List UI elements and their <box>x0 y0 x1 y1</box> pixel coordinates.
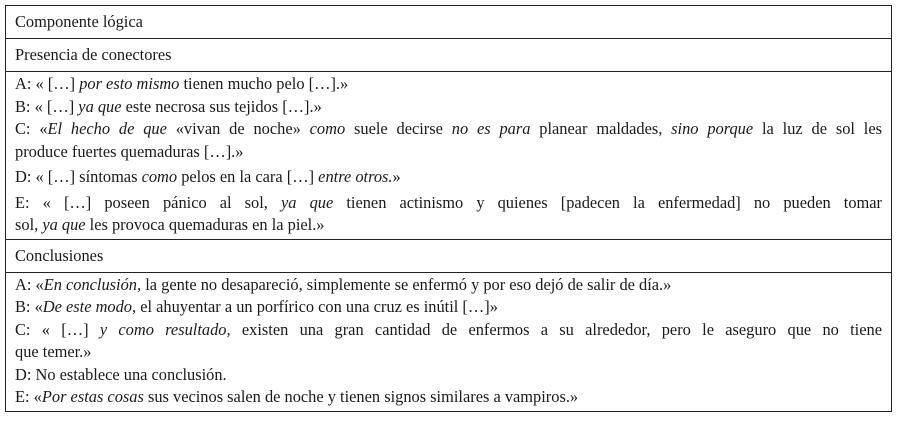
connector-phrase: El hecho de que <box>47 119 167 138</box>
connector-phrase: como <box>141 167 178 186</box>
conclusion-item-a <box>15 274 882 297</box>
connector-phrase: no es para <box>451 119 531 138</box>
connector-phrase: ya que <box>42 215 86 234</box>
text-run: A: « <box>15 274 44 294</box>
conclusion-phrase: Por estas cosas <box>41 387 144 406</box>
text-run: suele decirse <box>345 119 452 138</box>
text-run: B: « […] <box>15 96 79 116</box>
connector-phrase: sino porque <box>671 119 754 138</box>
conclusion-phrase: De este modo, <box>42 297 137 316</box>
text-run: el ahuyentar a un porfírico con una cruz es inútil […]» <box>136 297 498 316</box>
connector-item-e <box>15 192 882 215</box>
connector-phrase: como <box>309 119 346 138</box>
conclusion-item-c-continuation: que temer.» <box>15 342 92 361</box>
conclusion-item-c <box>15 319 882 342</box>
text-run: sus vecinos salen de noche y tienen signos similares a vampiros.» <box>143 387 579 406</box>
text-run: A: « […] <box>15 74 80 93</box>
connector-phrase: entre otros. <box>318 167 393 186</box>
text-run: E: « […] poseen pánico al sol, <box>15 192 282 212</box>
connector-item-d <box>15 166 882 189</box>
text-run: la gente no desapareció, simplemente se enfermó y por eso dejó de salir de día.» <box>141 274 672 294</box>
connector-phrase: ya que <box>281 192 334 212</box>
conclusions-block <box>6 272 892 411</box>
text-run: sol, <box>15 215 43 234</box>
analysis-table <box>5 5 892 412</box>
text-run: C: « <box>15 119 48 138</box>
conclusions-heading: Conclusiones <box>6 239 892 272</box>
text-run: les provoca quemaduras en la piel.» <box>85 215 325 234</box>
text-run: existen una gran cantidad de enfermos a su alrededor, pero le aseguro que no tiene <box>230 319 882 339</box>
conclusions-block-row <box>6 272 892 411</box>
connector-item-e-continuation <box>15 214 882 237</box>
table-header-row <box>6 6 892 39</box>
text-run: tienen mucho pelo […].» <box>179 74 349 93</box>
text-run: C: « […] <box>15 319 100 339</box>
conclusion-phrase: y como resultado, <box>99 319 231 339</box>
text-run: E: « <box>15 387 42 406</box>
connector-item-b <box>15 96 882 119</box>
text-run: la luz de sol les <box>753 119 882 138</box>
text-run: D: « […] síntomas <box>15 167 142 186</box>
text-run: tienen actinismo y quienes [padecen la enfermedad] no pueden tomar <box>333 192 882 212</box>
connectors-heading: Presencia de conectores <box>6 39 892 72</box>
table-title: Componente lógica <box>6 6 892 39</box>
conclusion-item-b <box>15 296 882 319</box>
text-run: «vivan de noche» <box>166 119 310 138</box>
text-run: planear maldades, <box>530 119 672 138</box>
text-run: pelos en la cara […] <box>177 167 319 186</box>
conclusions-heading-row <box>6 239 892 272</box>
text-run: » <box>392 167 401 186</box>
connector-item-a <box>15 73 882 96</box>
connector-item-c-continuation: produce fuertes quemaduras […].» <box>15 141 244 161</box>
conclusion-item-d: D: No establece una conclusión. <box>15 364 227 384</box>
connectors-heading-row <box>6 39 892 72</box>
conclusion-phrase: En conclusión, <box>43 274 142 294</box>
connector-phrase: ya que <box>78 96 122 116</box>
text-run: B: « <box>15 297 43 316</box>
conclusion-item-e <box>15 386 882 409</box>
connector-phrase: por esto mismo <box>79 74 180 93</box>
connector-item-c <box>15 118 882 141</box>
connectors-block-row <box>6 72 892 240</box>
text-run: este necrosa sus tejidos […].» <box>121 96 322 116</box>
connectors-block <box>6 72 892 240</box>
